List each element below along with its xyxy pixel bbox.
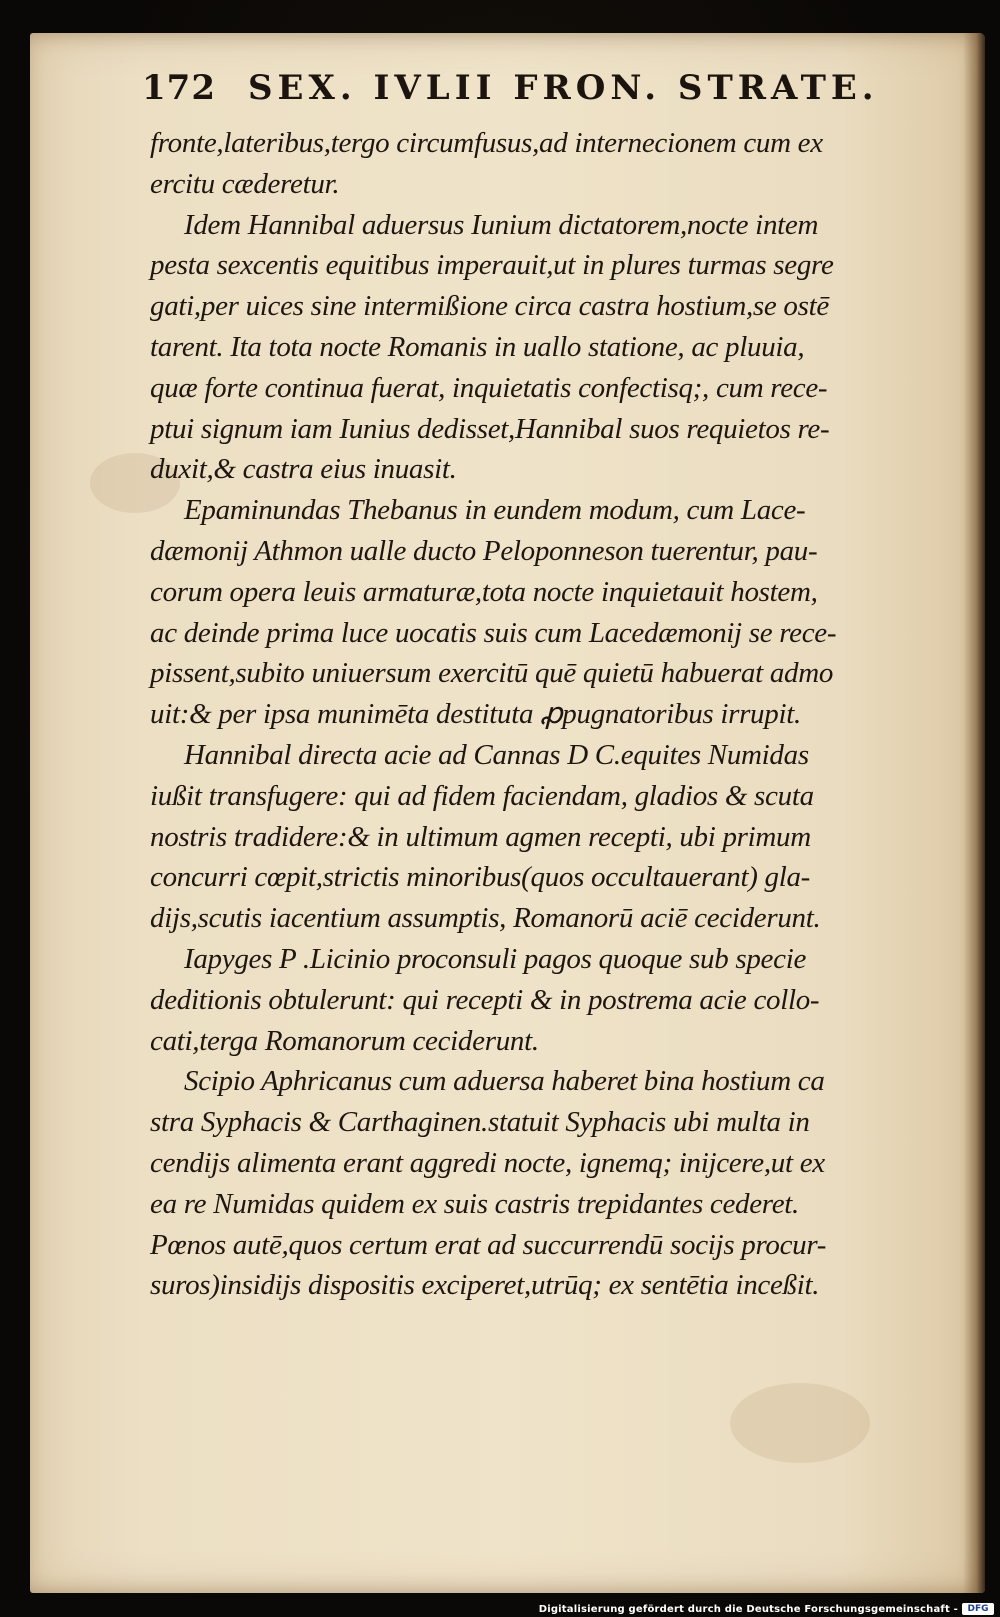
text-line: concurri cœpit,strictis minoribus(quos occultauerant) gla-: [150, 861, 811, 894]
text-line: pesta sexcentis equitibus imperauit,ut in plures turmas segre: [150, 249, 834, 282]
text-line: Hannibal directa acie ad Cannas D C.equites Numidas: [184, 738, 809, 771]
text-line: Idem Hannibal aduersus Iunium dictatorem,nocte intem: [184, 208, 819, 241]
text-line: ercitu cæderetur.: [150, 167, 340, 200]
page-number: 172: [142, 68, 216, 108]
text-line: cendijs alimenta erant aggredi nocte, ignemq; inijcere,ut ex: [150, 1146, 825, 1179]
text-line: iußit transfugere: qui ad fidem faciendam, gladios & scuta: [150, 779, 814, 812]
page-header: [142, 68, 879, 118]
text-line: tarent. Ita tota nocte Romanis in uallo statione, ac pluuia,: [150, 330, 805, 363]
page-edge: [963, 33, 985, 1593]
text-line: duxit,& castra eius inuasit.: [150, 453, 457, 486]
text-line: pissent,subito uniuersum exercitū quē quietū habuerat admo: [150, 657, 834, 690]
text-line: fronte,lateribus,tergo circumfusus,ad internecionem cum ex: [150, 127, 823, 159]
text-line: nostris tradidere:& in ultimum agmen recepti, ubi primum: [150, 820, 811, 853]
text-line: dijs,scutis iacentium assumptis, Romanorū aciē ceciderunt.: [150, 902, 821, 935]
text-line: cati,terga Romanorum ceciderunt.: [150, 1024, 539, 1057]
text-line: corum opera leuis armaturæ,tota nocte inquietauit hostem,: [150, 575, 818, 608]
text-line: suros)insidijs dispositis exciperet,utrūq; ex sentētia inceßit.: [150, 1269, 820, 1302]
text-line: stra Syphacis & Carthaginen.statuit Syphacis ubi multa in: [150, 1106, 810, 1139]
text-line: ptui signum iam Iunius dedisset,Hannibal suos requietos re-: [150, 412, 830, 445]
text-line: ea re Numidas quidem ex suis castris trepidantes cederet.: [150, 1187, 799, 1220]
text-line: gati,per uices sine intermißione circa castra hostium,se ostē: [150, 290, 829, 323]
running-title: SEX. IVLII FRON. STRATE.: [247, 68, 879, 108]
text-line: ac deinde prima luce uocatis suis cum Lacedæmonij se rece-: [150, 616, 837, 649]
text-line: dæmonij Athmon ualle ducto Peloponneson tuerentur, pau-: [150, 534, 818, 567]
funding-notice: Digitalisierung gefördert durch die Deutsche Forschungsgemeinschaft -: [538, 1604, 958, 1615]
paper-stain: [730, 1383, 870, 1463]
text-line: uit:& per ipsa munimēta destituta ꝓpugnatoribus irrupit.: [150, 698, 801, 731]
text-line: Pœnos autē,quos certum erat ad succurrendū socijs procur-: [150, 1228, 827, 1261]
dfg-logo: DFG: [962, 1603, 994, 1615]
digitization-footer: [0, 1600, 998, 1617]
text-line: Scipio Aphricanus cum aduersa haberet bina hostium ca: [184, 1065, 825, 1098]
text-line: Iapyges P .Licinio proconsuli pagos quoque sub specie: [184, 942, 807, 975]
body-text: [148, 123, 908, 1306]
text-line: quæ forte continua fuerat, inquietatis confectisq;, cum rece-: [150, 371, 828, 404]
text-line: Epaminundas Thebanus in eundem modum, cum Lace-: [184, 494, 806, 527]
text-line: deditionis obtulerunt: qui recepti & in postrema acie collo-: [150, 983, 820, 1016]
